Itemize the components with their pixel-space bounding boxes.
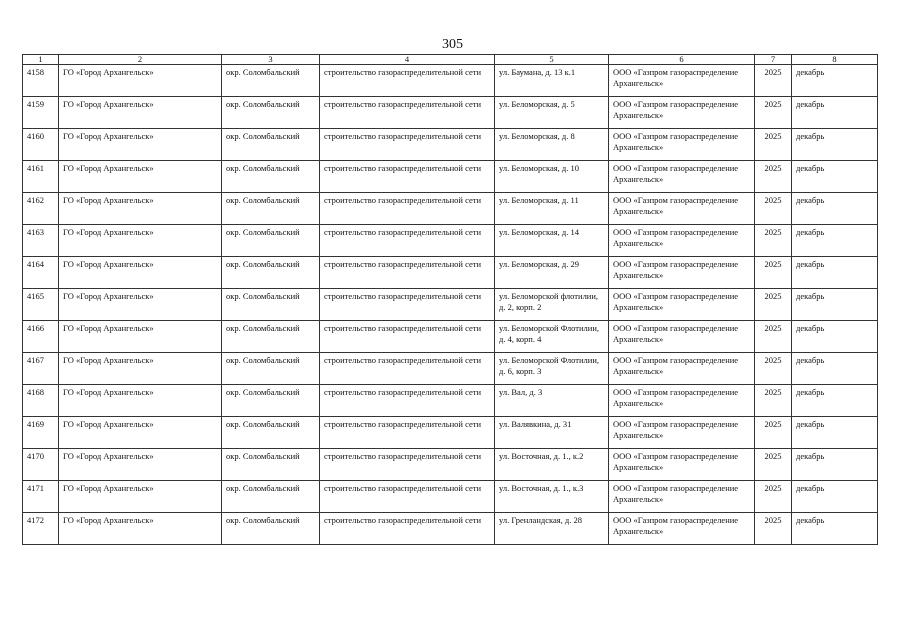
cell-year: 2025 [755,193,792,225]
table-row [23,225,878,257]
table-row [23,193,878,225]
cell-month: декабрь [792,97,878,129]
cell-organization: ООО «Газпром газораспределение Архангельск» [609,65,755,97]
cell-organization: ООО «Газпром газораспределение Архангельск» [609,161,755,193]
cell-municipality: ГО «Город Архангельск» [59,225,222,257]
table-row [23,289,878,321]
cell-municipality: ГО «Город Архангельск» [59,193,222,225]
cell-month: декабрь [792,225,878,257]
cell-work-type: строительство газораспределительной сети [320,257,495,289]
table-header [23,55,878,65]
cell-month: декабрь [792,417,878,449]
cell-district: окр. Соломбальский [222,449,320,481]
cell-municipality: ГО «Город Архангельск» [59,65,222,97]
cell-work-type: строительство газораспределительной сети [320,193,495,225]
table-row [23,513,878,545]
cell-row-number: 4164 [23,257,59,289]
cell-year: 2025 [755,449,792,481]
table-row [23,321,878,353]
cell-organization: ООО «Газпром газораспределение Архангельск» [609,385,755,417]
table-row [23,417,878,449]
cell-work-type: строительство газораспределительной сети [320,385,495,417]
cell-row-number: 4169 [23,417,59,449]
cell-municipality: ГО «Город Архангельск» [59,513,222,545]
cell-month: декабрь [792,481,878,513]
cell-row-number: 4165 [23,289,59,321]
cell-year: 2025 [755,417,792,449]
cell-row-number: 4170 [23,449,59,481]
cell-work-type: строительство газораспределительной сети [320,417,495,449]
cell-district: окр. Соломбальский [222,385,320,417]
column-header: 5 [495,55,609,65]
column-header: 8 [792,55,878,65]
cell-organization: ООО «Газпром газораспределение Архангельск» [609,225,755,257]
cell-work-type: строительство газораспределительной сети [320,97,495,129]
table-row [23,385,878,417]
cell-address: ул. Вал, д. 3 [495,385,609,417]
cell-work-type: строительство газораспределительной сети [320,513,495,545]
cell-work-type: строительство газораспределительной сети [320,321,495,353]
table-row [23,65,878,97]
cell-organization: ООО «Газпром газораспределение Архангельск» [609,193,755,225]
cell-district: окр. Соломбальский [222,513,320,545]
cell-organization: ООО «Газпром газораспределение Архангельск» [609,289,755,321]
table-row [23,161,878,193]
cell-municipality: ГО «Город Архангельск» [59,449,222,481]
cell-year: 2025 [755,353,792,385]
cell-district: окр. Соломбальский [222,417,320,449]
cell-work-type: строительство газораспределительной сети [320,129,495,161]
cell-work-type: строительство газораспределительной сети [320,353,495,385]
cell-month: декабрь [792,321,878,353]
cell-row-number: 4166 [23,321,59,353]
table-row [23,481,878,513]
cell-district: окр. Соломбальский [222,225,320,257]
cell-organization: ООО «Газпром газораспределение Архангельск» [609,97,755,129]
cell-municipality: ГО «Город Архангельск» [59,129,222,161]
cell-municipality: ГО «Город Архангельск» [59,353,222,385]
cell-row-number: 4162 [23,193,59,225]
cell-district: окр. Соломбальский [222,481,320,513]
table-row [23,129,878,161]
cell-work-type: строительство газораспределительной сети [320,481,495,513]
cell-row-number: 4161 [23,161,59,193]
table-row [23,97,878,129]
cell-district: окр. Соломбальский [222,161,320,193]
column-header: 6 [609,55,755,65]
cell-organization: ООО «Газпром газораспределение Архангельск» [609,353,755,385]
cell-municipality: ГО «Город Архангельск» [59,289,222,321]
cell-district: окр. Соломбальский [222,257,320,289]
cell-row-number: 4158 [23,65,59,97]
column-header: 7 [755,55,792,65]
cell-address: ул. Гренландская, д. 28 [495,513,609,545]
cell-year: 2025 [755,481,792,513]
page-number: 305 [442,37,463,52]
cell-address: ул. Беломорская, д. 10 [495,161,609,193]
column-header: 4 [320,55,495,65]
table-row [23,449,878,481]
register-table [22,54,878,545]
cell-month: декабрь [792,353,878,385]
cell-district: окр. Соломбальский [222,289,320,321]
cell-year: 2025 [755,321,792,353]
cell-month: декабрь [792,257,878,289]
cell-municipality: ГО «Город Архангельск» [59,97,222,129]
cell-row-number: 4168 [23,385,59,417]
cell-district: окр. Соломбальский [222,193,320,225]
cell-address: ул. Беломорская, д. 11 [495,193,609,225]
cell-organization: ООО «Газпром газораспределение Архангельск» [609,129,755,161]
cell-row-number: 4159 [23,97,59,129]
column-header: 1 [23,55,59,65]
cell-address: ул. Беломорская, д. 29 [495,257,609,289]
cell-year: 2025 [755,97,792,129]
table-body [23,65,878,545]
cell-year: 2025 [755,289,792,321]
cell-address: ул. Восточная, д. 1., к.2 [495,449,609,481]
cell-organization: ООО «Газпром газораспределение Архангельск» [609,513,755,545]
cell-work-type: строительство газораспределительной сети [320,449,495,481]
cell-month: декабрь [792,289,878,321]
cell-year: 2025 [755,161,792,193]
cell-address: ул. Беломорская, д. 14 [495,225,609,257]
cell-month: декабрь [792,513,878,545]
cell-municipality: ГО «Город Архангельск» [59,385,222,417]
table-row [23,353,878,385]
cell-address: ул. Беломорская, д. 5 [495,97,609,129]
cell-year: 2025 [755,257,792,289]
cell-month: декабрь [792,449,878,481]
cell-address: ул. Валявкина, д. 31 [495,417,609,449]
cell-row-number: 4167 [23,353,59,385]
cell-year: 2025 [755,513,792,545]
cell-municipality: ГО «Город Архангельск» [59,417,222,449]
table-row [23,257,878,289]
cell-address: ул. Беломорской Флотилии, д. 6, корп. 3 [495,353,609,385]
cell-month: декабрь [792,161,878,193]
cell-address: ул. Баумана, д. 13 к.1 [495,65,609,97]
cell-row-number: 4171 [23,481,59,513]
cell-work-type: строительство газораспределительной сети [320,161,495,193]
cell-organization: ООО «Газпром газораспределение Архангельск» [609,481,755,513]
cell-work-type: строительство газораспределительной сети [320,65,495,97]
cell-municipality: ГО «Город Архангельск» [59,161,222,193]
cell-row-number: 4172 [23,513,59,545]
cell-address: ул. Беломорской флотилии, д. 2, корп. 2 [495,289,609,321]
cell-district: окр. Соломбальский [222,321,320,353]
cell-year: 2025 [755,65,792,97]
cell-district: окр. Соломбальский [222,129,320,161]
cell-year: 2025 [755,385,792,417]
cell-address: ул. Восточная, д. 1., к.3 [495,481,609,513]
cell-organization: ООО «Газпром газораспределение Архангельск» [609,257,755,289]
column-header: 2 [59,55,222,65]
cell-month: декабрь [792,193,878,225]
cell-organization: ООО «Газпром газораспределение Архангельск» [609,417,755,449]
cell-municipality: ГО «Город Архангельск» [59,257,222,289]
cell-district: окр. Соломбальский [222,97,320,129]
cell-year: 2025 [755,129,792,161]
cell-district: окр. Соломбальский [222,65,320,97]
cell-address: ул. Беломорской Флотилии, д. 4, корп. 4 [495,321,609,353]
cell-month: декабрь [792,129,878,161]
cell-organization: ООО «Газпром газораспределение Архангельск» [609,321,755,353]
cell-year: 2025 [755,225,792,257]
cell-district: окр. Соломбальский [222,353,320,385]
column-header: 3 [222,55,320,65]
header-row [23,55,878,65]
cell-month: декабрь [792,65,878,97]
cell-work-type: строительство газораспределительной сети [320,289,495,321]
cell-municipality: ГО «Город Архангельск» [59,321,222,353]
cell-row-number: 4160 [23,129,59,161]
cell-address: ул. Беломорская, д. 8 [495,129,609,161]
cell-month: декабрь [792,385,878,417]
cell-row-number: 4163 [23,225,59,257]
cell-municipality: ГО «Город Архангельск» [59,481,222,513]
cell-work-type: строительство газораспределительной сети [320,225,495,257]
cell-organization: ООО «Газпром газораспределение Архангельск» [609,449,755,481]
